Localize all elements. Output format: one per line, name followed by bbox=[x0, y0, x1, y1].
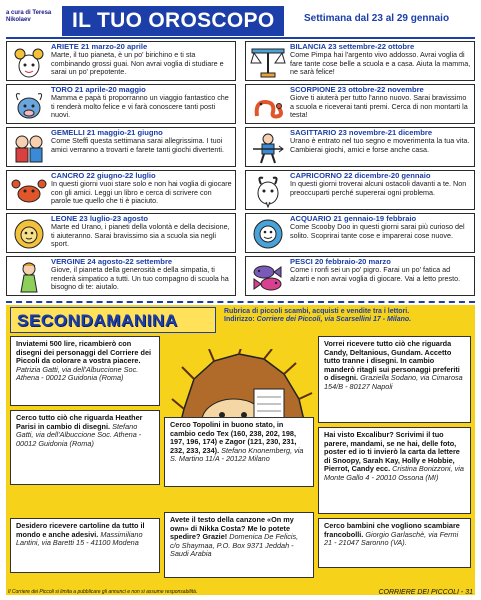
ad-text: Cerco tutto ciò che riguarda Heather Parisi in cambio di disegni. bbox=[16, 413, 143, 431]
ad-text: Vorrei ricevere tutto ciò che riguarda Candy, Deltanious, Gundam. Accetto tutto tranne i disegni. In cambio manderò ritagli sui personaggi preferiti o disegni. bbox=[324, 339, 460, 383]
sign-heading: BILANCIA 23 settembre-22 ottobre bbox=[290, 42, 415, 51]
banner-title: SECONDAMANINA bbox=[17, 311, 178, 330]
scales-icon bbox=[249, 45, 287, 79]
ad-text: Inviatemi 500 lire, ricambierò con disegni dei personaggi del Corriere dei Piccoli da colorare a vostra piacere. bbox=[16, 339, 152, 366]
ad-contact: Stefano Gatti, via dell'Albuccione Soc. Athena - 00012 Guidonia (Roma) bbox=[16, 421, 142, 448]
editor-credit: a cura di Teresa Nikolaev bbox=[6, 10, 52, 24]
sign-body: Come Steffi questa settimana sarai allegrissima. I tuoi amici verranno a trovarti e farete tanti giochi divertenti. bbox=[51, 136, 224, 154]
lion-icon bbox=[10, 217, 48, 251]
sign-body: Urano è entrato nel tuo segno e moverimenta la tua vita. Cambierai giochi, amici e forse anche casa. bbox=[290, 136, 470, 154]
ad-contact: Graziella Sodano, via Cimarosa 154/B - 80127 Napoli bbox=[324, 373, 463, 391]
twins-icon bbox=[10, 131, 48, 165]
ad-defelicis-canzone bbox=[164, 512, 314, 578]
ad-contact: Patrizia Gatti, via dell'Albuccione Soc. Athena - 00012 Guidonia (Roma) bbox=[16, 364, 139, 383]
sign-body: Mamma e papà ti proporranno un viaggio fantastico che ti renderà molto felice e vi farà conoscere tanti posti nuovi. bbox=[51, 93, 229, 120]
ad-bonizzoni-excalibur bbox=[318, 427, 471, 514]
header-rule bbox=[6, 37, 475, 39]
page-number: CORRIERE DEI PICCOLI - 31 bbox=[378, 589, 473, 596]
sign-gemelli bbox=[6, 127, 236, 167]
sign-heading: GEMELLI 21 maggio-21 giugno bbox=[51, 128, 163, 137]
sign-heading: CAPRICORNO 22 dicembre-20 gennaio bbox=[290, 171, 431, 180]
sign-capricorno bbox=[245, 170, 475, 210]
sign-body: Come Scooby Doo in questi giorni sarai più curioso del solito. Scoprirai tante cose e imparerai cose nuove. bbox=[290, 222, 465, 240]
horoscope-header bbox=[4, 4, 477, 38]
sign-heading: ARIETE 21 marzo-20 aprile bbox=[51, 42, 148, 51]
ad-contact: Giorgio Garlaschè, via Fermi 21 - 21047 Saronno (VA). bbox=[324, 529, 459, 548]
virgo-icon bbox=[10, 260, 48, 294]
week-range: Settimana dal 23 al 29 gennaio bbox=[304, 13, 450, 24]
scorpion-icon bbox=[249, 88, 287, 122]
sign-heading: SCORPIONE 23 ottobre-22 novembre bbox=[290, 85, 424, 94]
rubrica-info bbox=[224, 308, 472, 325]
sign-body: Giove, il pianeta della generosità e della simpatia, ti renderà simpatico a tutti. Un tuo compagno di scuola ha bisogno di te: aiutalo. bbox=[51, 265, 229, 292]
rubrica-address: Corriere dei Piccoli, via Scarsellini 17 - Milano. bbox=[256, 316, 412, 324]
page-title: IL TUO OROSCOPO bbox=[62, 6, 284, 36]
sign-cancro bbox=[6, 170, 236, 210]
ad-sodano-candy bbox=[318, 336, 471, 423]
sign-body: Giove ti aiuterà per tutto l'anno nuovo. Sarai bravissimo a scuola e riceverai tanti premi. Cerca di non montarti la testa! bbox=[290, 93, 468, 120]
sign-body: Marte, il tuo pianeta, è un po' birichino e ti sta combinando grossi guai. Non avrai voglia di studiare e sarai un po' prepotente. bbox=[51, 50, 224, 77]
ad-knonemberg-topolini bbox=[164, 417, 314, 487]
bull-icon bbox=[10, 88, 48, 122]
sign-body: Come i ronfi sei un po' pigro. Farai un po' fatica ad alzarti e non avrai voglia di giocare. Vai a letto presto. bbox=[290, 265, 461, 283]
ram-icon bbox=[10, 45, 48, 79]
sign-body: Come Pimpa hai l'argento vivo addosso. Avrai voglia di fare tante cose belle a scuola e a casa. Aiuta la mamma, ne sarà felice! bbox=[290, 50, 471, 77]
crab-icon bbox=[10, 174, 48, 208]
sign-heading: CANCRO 22 giugno-22 luglio bbox=[51, 171, 156, 180]
sign-bilancia bbox=[245, 41, 475, 81]
ad-text: Cerco Topolini in buono stato, in cambio cedo Tex (160, 238, 202, 198, 197, 196, 174) e Zagor (121, 230, 231, 232, 233, 234). bbox=[170, 420, 297, 455]
ad-contact: Massimiliano Lantini, via Baretti 15 - 41100 Modena bbox=[16, 529, 143, 548]
section-divider bbox=[6, 301, 475, 303]
ad-text: Hai visto Excalibur? Scrivimi il tuo parere, mandami, se ne hai, delle foto, poster ed io ti invierò la carta da lettere di Snoopy, Sarah Kay, Holly e Hobbie, Pierrot, Candy ecc. bbox=[324, 430, 460, 474]
ad-text: Cerco bambini che vogliono scambiare francobolli. bbox=[324, 521, 460, 539]
rubrica-label: Indirizzo: bbox=[224, 316, 255, 324]
ad-contact: Stefano Knonemberg, via S. Martino 11/A - 20122 Milano bbox=[170, 445, 304, 464]
sign-heading: TORO 21 aprile-20 maggio bbox=[51, 85, 146, 94]
goat-icon bbox=[249, 174, 287, 208]
ad-text: Avete il testo della canzone «On my own» di Nikka Costa? Me lo potete spedire? Grazie! bbox=[170, 515, 294, 542]
rubrica-description: Rubrica di piccoli scambi, acquisti e vendite tra i lettori. bbox=[224, 308, 410, 315]
secondamanina-section bbox=[6, 305, 475, 595]
aquarius-icon bbox=[249, 217, 287, 251]
sign-body: Marte ed Urano, i pianeti della volontà e della decisione, ti aiuteranno. Sarai bravissimo sia a scuola sia negli sport. bbox=[51, 222, 230, 249]
ad-gatti-parisi bbox=[10, 410, 160, 485]
sign-pesci bbox=[245, 256, 475, 296]
ad-contact: Domenica De Felicis, c/o Shaymaa, P.O. Box 9371 Jeddah - Saudi Arabia bbox=[170, 532, 299, 559]
fish-icon bbox=[249, 260, 287, 294]
sign-scorpione bbox=[245, 84, 475, 124]
sign-heading: ACQUARIO 21 gennaio-19 febbraio bbox=[290, 214, 417, 223]
sign-toro bbox=[6, 84, 236, 124]
archer-icon bbox=[249, 131, 287, 165]
ad-garlasche-francobolli bbox=[318, 518, 471, 568]
sign-body: In questi giorni vuoi stare solo e non hai voglia di giocare con gli amici. Leggi un libro e cerca di scrivere con parole tue quello che ti è piaciuto. bbox=[51, 179, 232, 206]
sign-heading: VERGINE 24 agosto-22 settembre bbox=[51, 257, 173, 266]
ad-gatti-disegni bbox=[10, 336, 160, 406]
sign-body: In questi giorni troverai alcuni ostacoli davanti a te. Non preoccuparti perché supererai ogni problema. bbox=[290, 179, 467, 197]
ad-lantini-cartoline bbox=[10, 518, 160, 573]
sign-ariete bbox=[6, 41, 236, 81]
sign-heading: PESCI 20 febbraio-20 marzo bbox=[290, 257, 391, 266]
footer-disclaimer: Il Corriere dei Piccoli si limita a pubblicare gli annunci e non si assume responsabilità. bbox=[8, 589, 198, 595]
ad-text: Desidero ricevere cartoline da tutto il mondo e anche adesivi. bbox=[16, 521, 145, 539]
sign-vergine bbox=[6, 256, 236, 296]
ad-contact: Cristina Bonizzoni, via Monte Gallo 4 - 20010 Ossona (MI) bbox=[324, 464, 464, 482]
secondamanina-banner bbox=[10, 307, 216, 333]
sign-acquario bbox=[245, 213, 475, 253]
sign-heading: SAGITTARIO 23 novembre-21 dicembre bbox=[290, 128, 433, 137]
sign-leone bbox=[6, 213, 236, 253]
page-footer bbox=[6, 589, 475, 599]
sign-sagittario bbox=[245, 127, 475, 167]
sign-heading: LEONE 23 luglio-23 agosto bbox=[51, 214, 149, 223]
